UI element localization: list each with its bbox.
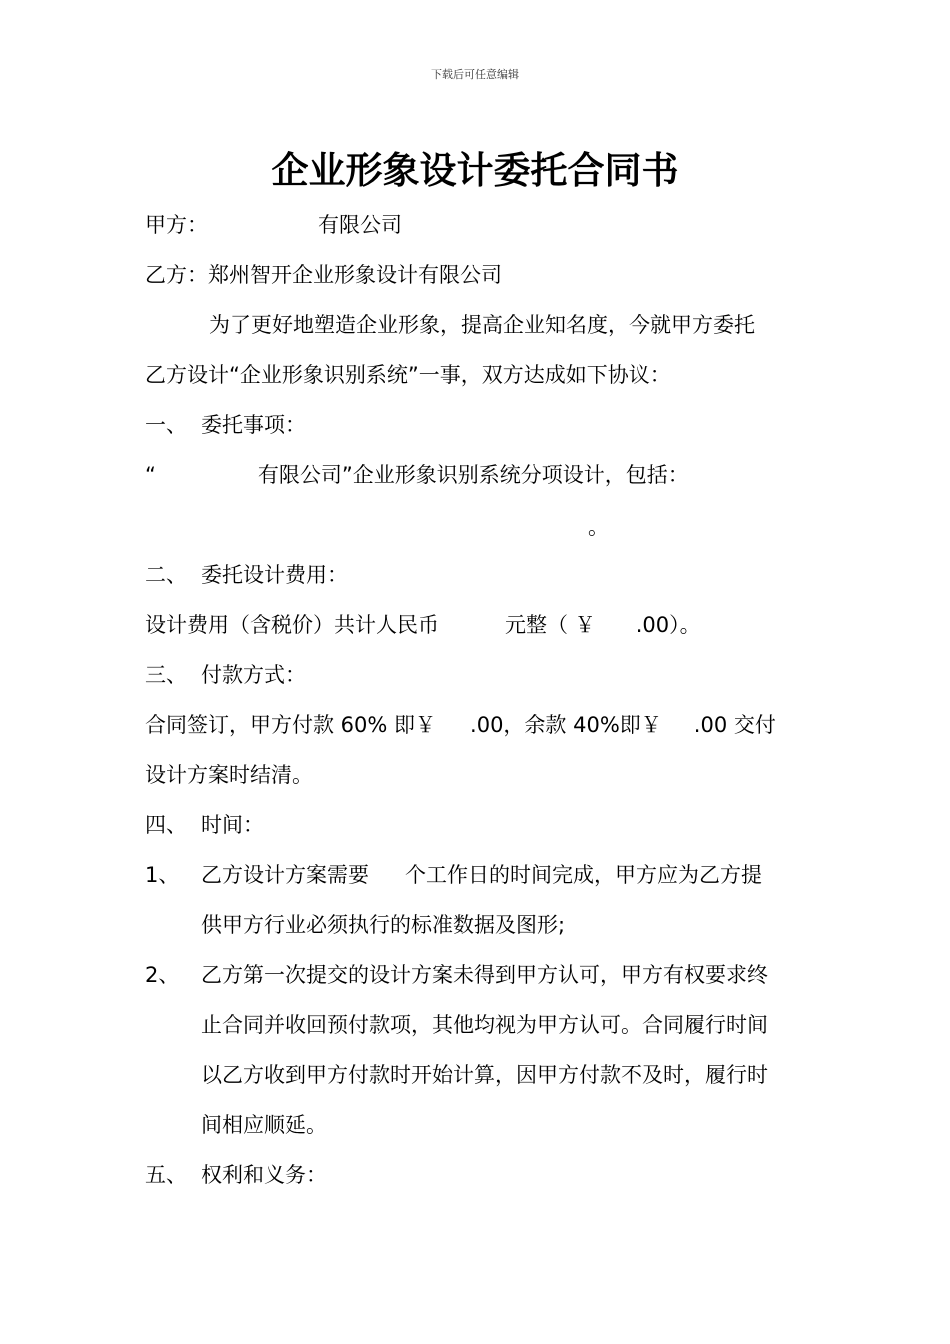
section-3-text-c: .00 交付 xyxy=(693,713,776,737)
section-4-item-1-number: 1、 xyxy=(145,863,180,887)
party-b-name: 郑州智开企业形象设计有限公司 xyxy=(208,263,502,287)
section-3-heading xyxy=(145,660,810,690)
section-4-item-2-number: 2、 xyxy=(145,963,180,987)
party-b-line xyxy=(145,260,810,290)
section-2-text-b: 元整（ ￥ xyxy=(505,613,596,637)
intro-line-1: 为了更好地塑造企业形象，提高企业知名度，今就甲方委托 xyxy=(209,313,755,337)
section-5-title: 权利和义务： xyxy=(201,1163,327,1187)
party-a-label: 甲方： xyxy=(145,213,208,237)
section-4-item-2-line-2: 止合同并收回预付款项，其他均视为甲方认可。合同履行时间 xyxy=(201,1013,768,1037)
section-1-number: 一、 xyxy=(145,413,187,437)
section-5-number: 五、 xyxy=(145,1163,187,1187)
section-4-number: 四、 xyxy=(145,813,187,837)
section-4-item-2-line-3: 以乙方收到甲方付款时开始计算，因甲方付款不及时，履行时 xyxy=(201,1063,768,1087)
party-b-label: 乙方： xyxy=(145,263,208,287)
party-a-name: 有限公司 xyxy=(318,213,402,237)
section-2-number: 二、 xyxy=(145,563,187,587)
document-title: 企业形象设计委托合同书 xyxy=(271,149,679,192)
party-a-line xyxy=(145,210,810,240)
section-3-text-b: .00，余款 40%即￥ xyxy=(470,713,662,737)
section-1-text xyxy=(145,460,810,490)
section-1-body: 有限公司”企业形象识别系统分项设计，包括： xyxy=(257,463,689,487)
section-4-item-1-line-2: 供甲方行业必须执行的标准数据及图形; xyxy=(201,913,566,937)
section-1-title: 委托事项： xyxy=(201,413,306,437)
section-4-item-2-line-4: 间相应顺延。 xyxy=(201,1113,327,1137)
section-1-heading xyxy=(145,410,810,440)
section-3-text xyxy=(145,710,810,740)
section-1-open-quote: “ xyxy=(145,463,156,487)
section-3-number: 三、 xyxy=(145,663,187,687)
header-note: 下载后可任意编辑 xyxy=(431,68,519,81)
section-2-heading xyxy=(145,560,810,590)
section-2-title: 委托设计费用： xyxy=(201,563,348,587)
section-3-line-2: 设计方案时结清。 xyxy=(145,763,313,787)
section-2-text xyxy=(145,610,810,640)
intro-line-2: 乙方设计“企业形象识别系统”一事，双方达成如下协议： xyxy=(145,363,671,387)
section-3-title: 付款方式： xyxy=(201,663,306,687)
section-4-title: 时间： xyxy=(201,813,264,837)
section-4-heading xyxy=(145,810,810,840)
section-4-item-2 xyxy=(145,960,810,990)
section-5-heading xyxy=(145,1160,810,1190)
section-2-text-a: 设计费用（含税价）共计人民币 xyxy=(145,613,439,637)
section-4-item-1-text-b: 个工作日的时间完成，甲方应为乙方提 xyxy=(405,863,762,887)
section-3-text-a: 合同签订，甲方付款 60% 即￥ xyxy=(145,713,437,737)
section-4-item-1-text-a: 乙方设计方案需要 xyxy=(201,863,369,887)
section-4-item-1 xyxy=(145,860,810,890)
section-4-item-2-line-1: 乙方第一次提交的设计方案未得到甲方认可，甲方有权要求终 xyxy=(201,963,768,987)
section-1-end-mark: 。 xyxy=(588,515,609,539)
section-2-text-c: .00）。 xyxy=(635,613,701,637)
